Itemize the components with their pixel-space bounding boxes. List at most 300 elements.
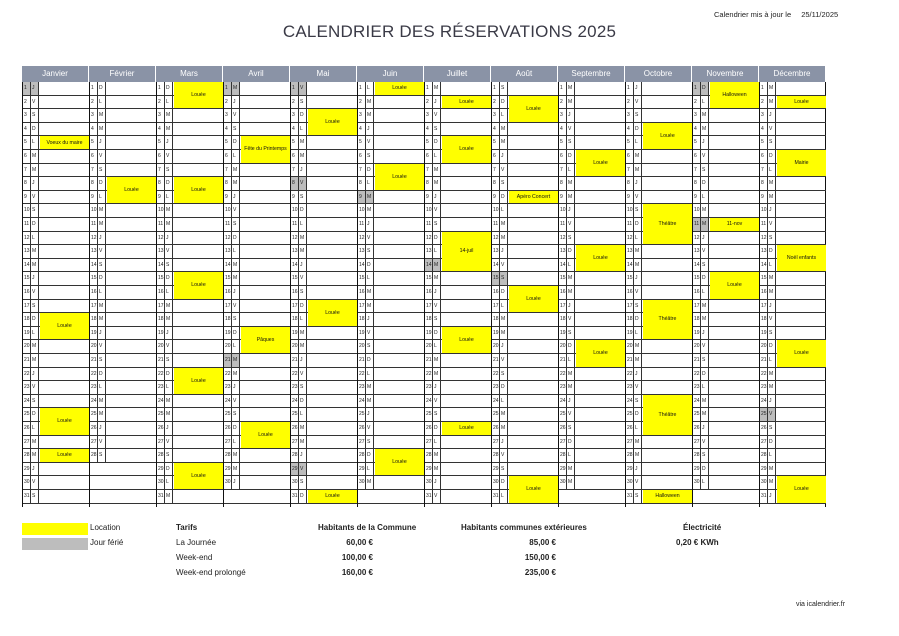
- day-number: 10: [560, 207, 566, 214]
- day-cell: [157, 354, 223, 368]
- day-cell: [358, 313, 424, 327]
- day-number: 30: [560, 479, 566, 486]
- day-number: 29: [426, 465, 432, 472]
- day-cell: [358, 436, 424, 450]
- day-cell: [358, 123, 424, 137]
- day-cell: [492, 272, 558, 286]
- day-number: 27: [560, 438, 566, 445]
- weekday-letter: D: [633, 408, 642, 421]
- day-cell: [626, 96, 692, 110]
- reservation-block[interactable]: Louée: [308, 490, 357, 504]
- day-number: 29: [627, 465, 633, 472]
- weekday-letter: D: [164, 272, 173, 285]
- day-cell: [224, 123, 290, 137]
- weekday-letter: M: [365, 395, 374, 408]
- day-cell: [291, 327, 357, 341]
- day-number: 19: [158, 329, 164, 336]
- day-cell: [23, 109, 89, 123]
- day-number: 27: [761, 438, 767, 445]
- day-number: 9: [560, 193, 563, 200]
- reservation-block[interactable]: Louée: [442, 327, 491, 354]
- page-title: CALENDRIER DES RÉSERVATIONS 2025: [282, 22, 617, 41]
- weekday-letter: S: [432, 408, 441, 421]
- day-cell: [425, 354, 491, 368]
- reservation-block[interactable]: Mairie: [777, 150, 826, 177]
- weekday-letter: V: [365, 136, 374, 149]
- weekday-letter: D: [432, 327, 441, 340]
- day-cell: [291, 96, 357, 110]
- reservation-block[interactable]: Louée: [40, 408, 89, 435]
- day-number: 9: [24, 193, 27, 200]
- day-cell: [157, 422, 223, 436]
- weekday-letter: L: [97, 191, 106, 204]
- day-cell: [291, 381, 357, 395]
- day-number: 2: [627, 98, 630, 105]
- reservation-block[interactable]: Louée: [576, 150, 625, 177]
- day-number: 26: [560, 425, 566, 431]
- weekday-letter: J: [298, 354, 307, 367]
- day-number: 25: [694, 411, 700, 418]
- day-cell: [492, 218, 558, 232]
- reservation-block[interactable]: Pâques: [241, 327, 290, 354]
- weekday-letter: V: [164, 245, 173, 258]
- weekday-letter: L: [566, 449, 575, 462]
- reservation-block[interactable]: Louée: [509, 476, 558, 503]
- weekday-letter: M: [767, 476, 776, 489]
- day-number: 2: [225, 98, 228, 105]
- day-cell: [425, 82, 491, 96]
- day-number: 16: [225, 289, 231, 295]
- day-cell: [157, 123, 223, 137]
- weekday-letter: L: [298, 123, 307, 136]
- day-cell: [760, 449, 826, 463]
- day-number: 12: [426, 234, 432, 241]
- weekday-letter: S: [365, 150, 374, 163]
- day-cell: [559, 272, 625, 286]
- day-number: 22: [292, 370, 298, 377]
- day-number: 25: [426, 411, 432, 418]
- month-header: Mars: [156, 66, 223, 82]
- day-cell: [693, 490, 759, 504]
- day-number: 21: [493, 357, 499, 363]
- day-number: 14: [359, 261, 365, 268]
- day-number: 28: [225, 452, 231, 459]
- reservation-block[interactable]: Louée: [777, 96, 826, 110]
- day-cell: [157, 395, 223, 409]
- day-cell: [559, 204, 625, 218]
- day-cell: [760, 313, 826, 327]
- day-cell: [23, 245, 89, 259]
- day-number: 18: [694, 316, 700, 323]
- day-number: 23: [426, 384, 432, 391]
- updated-date: 25/11/2025: [801, 10, 839, 19]
- weekday-letter: S: [30, 109, 39, 122]
- day-number: 16: [761, 289, 767, 295]
- weekday-letter: D: [566, 150, 575, 163]
- day-cell: [90, 286, 156, 300]
- day-number: 28: [560, 452, 566, 459]
- weekday-letter: J: [432, 286, 441, 299]
- weekday-letter: J: [231, 381, 240, 394]
- day-cell: [760, 408, 826, 422]
- day-cell: [693, 354, 759, 368]
- weekday-letter: S: [432, 218, 441, 231]
- weekday-letter: M: [365, 286, 374, 299]
- day-cell: [358, 286, 424, 300]
- day-cell: [492, 259, 558, 273]
- weekday-letter: S: [432, 123, 441, 136]
- weekday-letter: V: [499, 354, 508, 367]
- day-cell: [425, 490, 491, 504]
- day-cell: [224, 463, 290, 477]
- day-number: 18: [158, 316, 164, 323]
- reservation-block[interactable]: Louée: [375, 449, 424, 476]
- weekday-letter: M: [365, 204, 374, 217]
- weekday-letter: M: [298, 136, 307, 149]
- day-cell: [626, 449, 692, 463]
- day-number: 23: [560, 384, 566, 391]
- reservation-block[interactable]: Louée: [308, 300, 357, 327]
- weekday-letter: L: [767, 354, 776, 367]
- day-number: 3: [493, 112, 496, 119]
- day-number: 21: [91, 357, 97, 363]
- day-number: 13: [426, 248, 432, 255]
- weekday-letter: S: [231, 313, 240, 326]
- month-header: Novembre: [692, 66, 759, 82]
- weekday-letter: V: [298, 177, 307, 190]
- day-number: 1: [158, 85, 161, 91]
- day-number: 5: [694, 139, 697, 146]
- day-number: 3: [627, 112, 630, 119]
- day-cell: [224, 204, 290, 218]
- day-cell: [157, 204, 223, 218]
- weekday-letter: J: [365, 218, 374, 231]
- weekday-letter: L: [432, 436, 441, 449]
- day-cell: [693, 476, 759, 490]
- day-cell: [224, 96, 290, 110]
- weekday-letter: S: [97, 164, 106, 177]
- day-number: 25: [24, 411, 30, 418]
- weekday-letter: M: [97, 123, 106, 136]
- day-cell: [693, 204, 759, 218]
- day-cell: [90, 463, 156, 477]
- reservation-block[interactable]: Halloween: [710, 82, 759, 109]
- weekday-letter: L: [164, 96, 173, 109]
- day-cell: [760, 136, 826, 150]
- weekday-letter: D: [767, 245, 776, 258]
- day-number: 15: [761, 275, 767, 282]
- day-cell: [425, 449, 491, 463]
- day-number: 28: [761, 452, 767, 459]
- day-number: 10: [292, 207, 298, 214]
- weekday-letter: L: [499, 490, 508, 503]
- reservation-block[interactable]: Louée: [442, 96, 491, 110]
- weekday-letter: J: [97, 136, 106, 149]
- day-cell: [693, 245, 759, 259]
- day-cell: [90, 245, 156, 259]
- reservation-block[interactable]: 11-nov: [710, 218, 759, 232]
- day-cell: [224, 490, 290, 504]
- day-number: 4: [158, 125, 161, 132]
- reservation-block[interactable]: Louée: [40, 313, 89, 340]
- weekday-letter: D: [499, 191, 508, 204]
- weekday-letter: L: [767, 164, 776, 177]
- reservation-block[interactable]: 14-juil: [442, 232, 491, 273]
- weekday-letter: J: [700, 422, 709, 435]
- day-cell: [157, 408, 223, 422]
- day-number: 27: [359, 438, 365, 445]
- weekday-letter: M: [30, 436, 39, 449]
- weekday-letter: V: [700, 436, 709, 449]
- day-number: 22: [24, 370, 30, 377]
- day-cell: [224, 286, 290, 300]
- day-number: 17: [359, 302, 365, 309]
- day-cell: [90, 109, 156, 123]
- day-number: 2: [694, 98, 697, 105]
- reservation-block[interactable]: Louée: [777, 476, 826, 503]
- reservation-block[interactable]: Louée: [241, 422, 290, 449]
- day-number: 11: [225, 221, 231, 227]
- reservation-block[interactable]: Théâtre: [643, 395, 692, 436]
- reservation-block[interactable]: Louée: [308, 109, 357, 136]
- day-number: 9: [627, 193, 630, 200]
- day-number: 8: [291, 177, 298, 190]
- day-cell: [626, 259, 692, 273]
- day-cell: [157, 109, 223, 123]
- day-number: 12: [24, 234, 30, 241]
- reservation-block[interactable]: Théâtre: [643, 204, 692, 245]
- weekday-letter: J: [767, 300, 776, 313]
- day-cell: [358, 408, 424, 422]
- weekday-letter: L: [365, 463, 374, 476]
- weekday-letter: J: [164, 232, 173, 245]
- weekday-letter: M: [633, 449, 642, 462]
- day-cell: [90, 313, 156, 327]
- weekday-letter: L: [231, 150, 240, 163]
- day-cell: [90, 150, 156, 164]
- reservation-block[interactable]: Halloween: [643, 490, 692, 504]
- day-cell: [693, 164, 759, 178]
- day-number: 13: [158, 248, 164, 255]
- reservation-block[interactable]: Louée: [107, 177, 156, 204]
- weekday-letter: J: [499, 340, 508, 353]
- weekday-letter: S: [164, 449, 173, 462]
- reservation-block[interactable]: Louée: [576, 245, 625, 272]
- weekday-letter: V: [432, 490, 441, 503]
- weekday-letter: D: [365, 259, 374, 272]
- weekday-letter: L: [365, 177, 374, 190]
- day-cell: [291, 82, 357, 96]
- day-number: 1: [627, 85, 630, 91]
- reservation-block[interactable]: Louée: [174, 272, 223, 299]
- weekday-letter: D: [633, 313, 642, 326]
- reservation-block[interactable]: Théâtre: [643, 300, 692, 341]
- day-number: 19: [225, 329, 231, 336]
- day-number: 31: [426, 493, 432, 499]
- day-number: 7: [426, 166, 429, 173]
- day-number: 5: [426, 139, 429, 146]
- day-cell: [492, 136, 558, 150]
- weekday-letter: S: [767, 232, 776, 245]
- weekday-letter: D: [700, 463, 709, 476]
- day-number: 4: [560, 125, 563, 132]
- weekday-letter: M: [365, 476, 374, 489]
- day-number: 21: [224, 354, 231, 367]
- day-number: 15: [560, 275, 566, 282]
- reservation-block[interactable]: Noël enfants: [777, 245, 826, 272]
- weekday-letter: L: [633, 232, 642, 245]
- day-number: 18: [359, 316, 365, 323]
- day-number: 17: [761, 302, 767, 309]
- reservation-block[interactable]: Louée: [174, 82, 223, 109]
- weekday-letter: M: [700, 123, 709, 136]
- weekday-letter: D: [298, 490, 307, 503]
- weekday-letter: S: [30, 490, 39, 503]
- legend-location-swatch: [22, 523, 88, 535]
- reservation-block[interactable]: Louée: [442, 136, 491, 163]
- day-cell: [358, 422, 424, 436]
- day-cell: [23, 204, 89, 218]
- day-number: 14: [493, 261, 499, 268]
- weekday-letter: D: [700, 82, 709, 95]
- day-cell: [23, 381, 89, 395]
- day-number: 23: [91, 384, 97, 391]
- reservation-block[interactable]: Fête du Printemps: [241, 136, 290, 163]
- day-cell: [358, 150, 424, 164]
- day-cell: [425, 123, 491, 137]
- day-number: 13: [560, 248, 566, 255]
- weekday-letter: S: [767, 422, 776, 435]
- day-cell: [23, 490, 89, 504]
- day-number: 20: [91, 343, 97, 350]
- reservation-block[interactable]: Louée: [375, 164, 424, 191]
- day-cell: [425, 300, 491, 314]
- reservation-block[interactable]: Louée: [777, 340, 826, 367]
- weekday-letter: J: [700, 232, 709, 245]
- day-number: 16: [359, 289, 365, 295]
- reservation-block[interactable]: Louée: [375, 82, 424, 96]
- month-header: Janvier: [22, 66, 89, 82]
- weekday-letter: M: [499, 408, 508, 421]
- reservation-block[interactable]: Voeux du maire: [40, 136, 89, 150]
- day-number: 10: [24, 207, 30, 214]
- day-number: 26: [292, 425, 298, 431]
- day-cell: [23, 395, 89, 409]
- weekday-letter: L: [566, 164, 575, 177]
- weekday-letter: V: [30, 96, 39, 109]
- weekday-letter: D: [231, 136, 240, 149]
- day-number: 25: [292, 411, 298, 418]
- day-number: 3: [694, 112, 697, 119]
- day-number: 3: [91, 112, 94, 119]
- day-number: 26: [24, 425, 30, 431]
- weekday-letter: J: [566, 300, 575, 313]
- reservation-block[interactable]: Louée: [174, 463, 223, 490]
- day-number: 14: [627, 261, 633, 268]
- reservation-block[interactable]: Louée: [643, 123, 692, 150]
- day-number: 2: [493, 98, 496, 105]
- tarif-row-ext: 150,00 €: [524, 553, 556, 562]
- weekday-letter: L: [432, 150, 441, 163]
- weekday-letter: M: [97, 300, 106, 313]
- day-number: 5: [761, 139, 764, 146]
- day-cell: [90, 96, 156, 110]
- weekday-letter: J: [30, 463, 39, 476]
- day-number: 10: [91, 207, 97, 214]
- day-cell: [291, 204, 357, 218]
- day-cell: [224, 245, 290, 259]
- weekday-letter: M: [231, 463, 240, 476]
- day-number: 11: [91, 221, 97, 227]
- day-number: 8: [225, 180, 228, 187]
- day-cell: [358, 300, 424, 314]
- reservation-block[interactable]: Louée: [174, 368, 223, 395]
- day-cell: [693, 123, 759, 137]
- day-number: 14: [292, 261, 298, 268]
- weekday-letter: S: [432, 313, 441, 326]
- day-cell: [693, 136, 759, 150]
- month-column: [491, 82, 558, 507]
- day-number: 19: [24, 329, 30, 336]
- day-number: 22: [359, 370, 365, 377]
- reservation-block[interactable]: Louée: [442, 422, 491, 436]
- reservation-block[interactable]: Louée: [509, 286, 558, 313]
- weekday-letter: M: [231, 177, 240, 190]
- weekday-letter: M: [633, 436, 642, 449]
- day-cell: [559, 436, 625, 450]
- day-number: 29: [158, 465, 164, 472]
- day-cell: [358, 96, 424, 110]
- weekday-letter: J: [633, 272, 642, 285]
- weekday-letter: L: [97, 381, 106, 394]
- reservation-block[interactable]: Louée: [174, 177, 223, 204]
- day-number: 13: [359, 248, 365, 255]
- day-number: 7: [91, 166, 94, 173]
- weekday-letter: M: [30, 245, 39, 258]
- weekday-letter: D: [298, 204, 307, 217]
- day-cell: [559, 449, 625, 463]
- day-cell: [492, 340, 558, 354]
- weekday-letter: V: [97, 150, 106, 163]
- weekday-letter: L: [164, 381, 173, 394]
- day-cell: [224, 109, 290, 123]
- weekday-letter: M: [499, 218, 508, 231]
- day-cell: [559, 395, 625, 409]
- reservation-block[interactable]: Apéro Concert: [509, 191, 558, 205]
- reservation-block[interactable]: Louée: [509, 96, 558, 123]
- day-cell: [358, 354, 424, 368]
- reservation-block[interactable]: Louée: [40, 449, 89, 463]
- weekday-letter: V: [432, 109, 441, 122]
- weekday-letter: S: [499, 463, 508, 476]
- weekday-letter: L: [566, 259, 575, 272]
- day-number: 20: [627, 343, 633, 350]
- weekday-letter: V: [700, 340, 709, 353]
- weekday-letter: M: [633, 245, 642, 258]
- day-cell: [291, 272, 357, 286]
- reservation-block[interactable]: Louée: [710, 272, 759, 299]
- weekday-letter: D: [700, 177, 709, 190]
- weekday-letter: M: [767, 463, 776, 476]
- weekday-letter: V: [30, 381, 39, 394]
- day-number: 6: [426, 153, 429, 159]
- day-cell: [90, 218, 156, 232]
- reservation-block[interactable]: Louée: [576, 340, 625, 367]
- day-number: 10: [493, 207, 499, 214]
- day-cell: [23, 82, 89, 96]
- day-number: 18: [24, 316, 30, 323]
- day-number: 16: [292, 289, 298, 295]
